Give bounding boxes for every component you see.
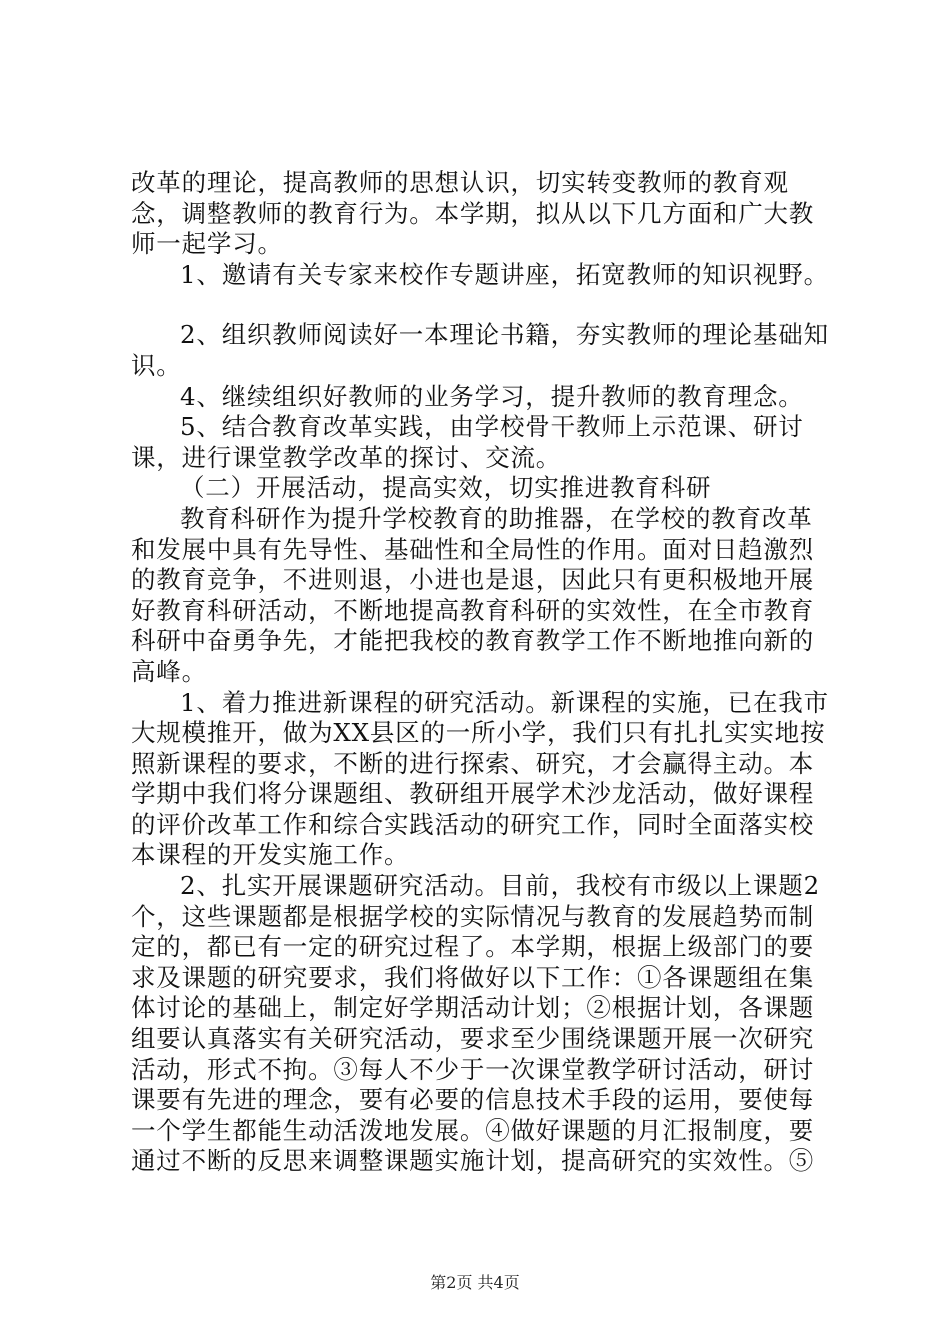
paragraph-item-4: 4、继续组织好教师的业务学习，提升教师的教育理念。 xyxy=(180,381,804,411)
document-body xyxy=(131,168,831,1177)
paragraph-research-intro: 教育科研作为提升学校教育的助推器，在学校的教育改革和发展中具有先导性、基础性和全局性的作用。面对日趋激烈的教育竞争，不进则退，小进也是退，因此只有更积极地开展好教育科研活动，不断地提高教育科研的实效性，在全市教育科研中奋勇争先，才能把我校的教育教学工作不断地推向新的高峰。 xyxy=(131,503,815,686)
paragraph-item-2: 2、组织教师阅读好一本理论书籍，夯实教师的理论基础知识。 xyxy=(131,320,829,380)
page-number-footer: 第2页 共4页 xyxy=(430,1273,520,1292)
paragraph-research-item-1: 1、着力推进新课程的研究活动。新课程的实施，已在我市大规模推开，做为XX县区的一所小学，我们只有扎扎实实地按照新课程的要求，不断的进行探索、研究，才会赢得主动。本学期中我们将分课题组、教研组开展学术沙龙活动，做好课程的评价改革工作和综合实践活动的研究工作，同时全面落实校本课程的开发实施工作。 xyxy=(131,687,829,870)
paragraph-continuation: 改革的理论，提高教师的思想认识，切实转变教师的教育观念，调整教师的教育行为。本学期，拟从以下几方面和广大教师一起学习。 xyxy=(131,168,815,259)
paragraph-item-1: 1、邀请有关专家来校作专题讲座，拓宽教师的知识视野。 xyxy=(180,259,829,289)
paragraph-item-5: 5、结合教育改革实践，由学校骨干教师上示范课、研讨课，进行课堂教学改革的探讨、交流。 xyxy=(131,412,804,472)
section-heading: （二）开展活动，提高实效，切实推进教育科研 xyxy=(180,473,712,503)
paragraph-research-item-2: 2、扎实开展课题研究活动。目前，我校有市级以上课题2个，这些课题都是根据学校的实际情况与教育的发展趋势而制定的，都已有一定的研究过程了。本学期，根据上级部门的要求及课题的研究要求，我们将做好以下工作：①各课题组在集体讨论的基础上，制定好学期活动计划；②根据计划，各课题组要认真落实有关研究活动，要求至少围绕课题开展一次研究活动，形式不拘。③每人不少于一次课堂教学研讨活动，研讨课要有先进的理念，要有必要的信息技术手段的运用，要使每一个学生都能生动活泼地发展。④做好课题的月汇报制度，要通过不断的反思来调整课题实施计划，提高研究的实效性。⑤ xyxy=(131,871,820,1176)
